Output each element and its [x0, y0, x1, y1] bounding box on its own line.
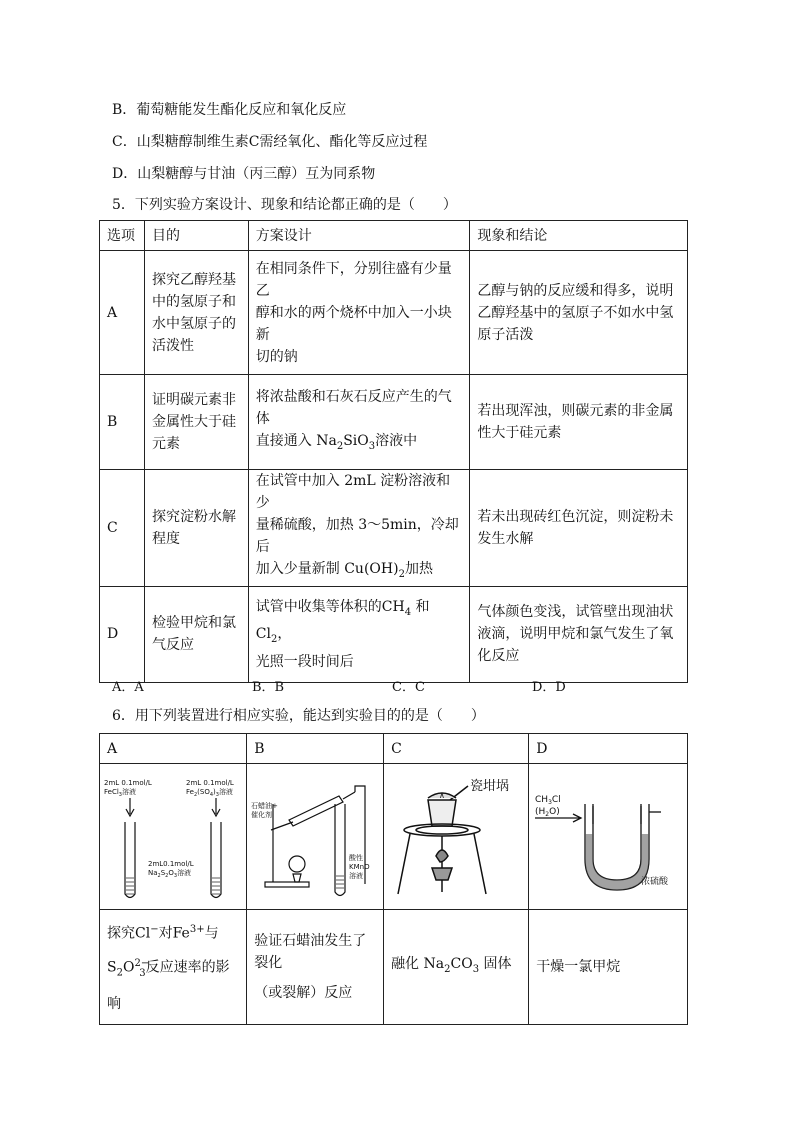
row-purpose: 探究淀粉水解 程度: [144, 470, 248, 587]
q6-purpose-d: 干燥一氯甲烷: [529, 910, 688, 1025]
svg-text:2mL0.1mol/L: 2mL0.1mol/L: [148, 860, 194, 868]
row-purpose: 检验甲烷和氯 气反应: [144, 586, 248, 682]
q5-table: [99, 220, 688, 683]
row-label: A: [100, 251, 145, 375]
svg-text:石蜡油+: 石蜡油+: [251, 802, 279, 810]
option-q4-d: D．山梨糖醇与甘油（丙三醇）互为同系物: [112, 166, 376, 182]
cracking-apparatus-figure: [247, 764, 377, 909]
svg-text:CH3Cl: $CH_3Cl$: [535, 795, 561, 806]
q5-header-result: 现象和结论: [470, 221, 688, 251]
svg-text:∧: ∧: [439, 791, 445, 800]
q6-purpose-c: 融化 $Na_2CO_3$ 固体: [384, 910, 529, 1025]
apparatus-c: [384, 764, 529, 910]
apparatus-a: [100, 764, 247, 910]
row-purpose: 证明碳元素非 金属性大于硅 元素: [144, 375, 248, 470]
svg-text:Fe2(SO4)3溶液: $Fe_2(SO_4)_3$溶液: [186, 788, 233, 798]
table-row: [100, 470, 688, 587]
svg-text:酸性: 酸性: [349, 854, 364, 862]
svg-text:溶液: 溶液: [349, 872, 364, 880]
svg-text:催化剂: 催化剂: [251, 811, 273, 819]
svg-text:浓硫酸: 浓硫酸: [641, 877, 669, 887]
svg-text:(H2O): $(H_2O)$: [535, 807, 560, 818]
row-result: 若未出现砖红色沉淀，则淀粉未 发生水解: [470, 470, 688, 587]
row-design: 将浓盐酸和石灰石反应产生的气体 直接通入 $Na_2SiO_3$溶液中: [248, 375, 470, 470]
u-tube-figure: [529, 764, 680, 909]
answer-d[interactable]: D．D: [532, 680, 566, 695]
answer-a[interactable]: A．A: [112, 680, 144, 695]
row-result: 气体颜色变浅，试管壁出现油状 液滴，说明甲烷和氯气发生了氧 化反应: [470, 586, 688, 682]
option-q4-c: C．山梨糖醇制维生素C需经氧化、酯化等反应过程: [112, 134, 428, 150]
q6-label-d: D: [529, 734, 688, 764]
row-design: 试管中收集等体积的$CH_4$ 和 $Cl_2$， 光照一段时间后: [248, 586, 470, 682]
apparatus-b: [247, 764, 384, 910]
table-row: [100, 375, 688, 470]
q5-header-design: 方案设计: [248, 221, 470, 251]
q6-stem: 6．用下列装置进行相应实验，能达到实验目的的是（ ）: [112, 708, 485, 724]
crucible-figure: [384, 764, 522, 909]
table-row: [100, 251, 688, 375]
q6-label-a: A: [100, 734, 247, 764]
q5-header-option: 选项: [100, 221, 145, 251]
option-q4-b: B．葡萄糖能发生酯化反应和氧化反应: [112, 102, 347, 118]
answer-c[interactable]: C．C: [392, 680, 425, 695]
row-label: C: [100, 470, 145, 587]
row-label: B: [100, 375, 145, 470]
q6-purpose-b: 验证石蜡油发生了裂化 （或裂解）反应: [247, 910, 384, 1025]
q6-table: [99, 733, 688, 1025]
table-row: [100, 586, 688, 682]
row-design: 在试管中加入 2mL 淀粉溶液和少 量稀硫酸，加热 3～5min，冷却后 加入少量新制 $Cu(OH)_2$加热: [248, 470, 470, 587]
svg-text:2mL 0.1mol/L: 2mL 0.1mol/L: [186, 779, 234, 787]
q6-purpose-a: 探究Cl−对$Fe^{3+}$与 $S_2O^{2-}_3$反应速率的影 响: [100, 910, 247, 1025]
svg-text:瓷坩埚: 瓷坩埚: [470, 779, 510, 794]
row-result: 乙醇与钠的反应缓和得多，说明 乙醇羟基中的氢原子不如水中氢 原子活泼: [470, 251, 688, 375]
answer-b[interactable]: B．B: [252, 680, 285, 695]
q5-stem: 5．下列实验方案设计、现象和结论都正确的是（ ）: [112, 197, 457, 213]
test-tubes-figure: [100, 764, 240, 909]
row-result: 若出现浑浊，则碳元素的非金属 性大于硅元素: [470, 375, 688, 470]
svg-text:FeCl3溶液: FeCl$_3$溶液: [104, 788, 136, 798]
q5-header-purpose: 目的: [144, 221, 248, 251]
apparatus-d: [529, 764, 688, 910]
q6-label-c: C: [384, 734, 529, 764]
svg-text:KMnO: KMnO: [349, 863, 370, 871]
q6-label-b: B: [247, 734, 384, 764]
row-label: D: [100, 586, 145, 682]
svg-text:Na2S2O3溶液: $Na_2S_2O_3$溶液: [148, 869, 192, 879]
svg-text:2mL 0.1mol/L: 2mL 0.1mol/L: [104, 779, 152, 787]
row-purpose: 探究乙醇羟基 中的氢原子和 水中氢原子的 活泼性: [144, 251, 248, 375]
row-design: 在相同条件下，分别往盛有少量乙 醇和水的两个烧杯中加入一小块新 切的钠: [248, 251, 470, 375]
